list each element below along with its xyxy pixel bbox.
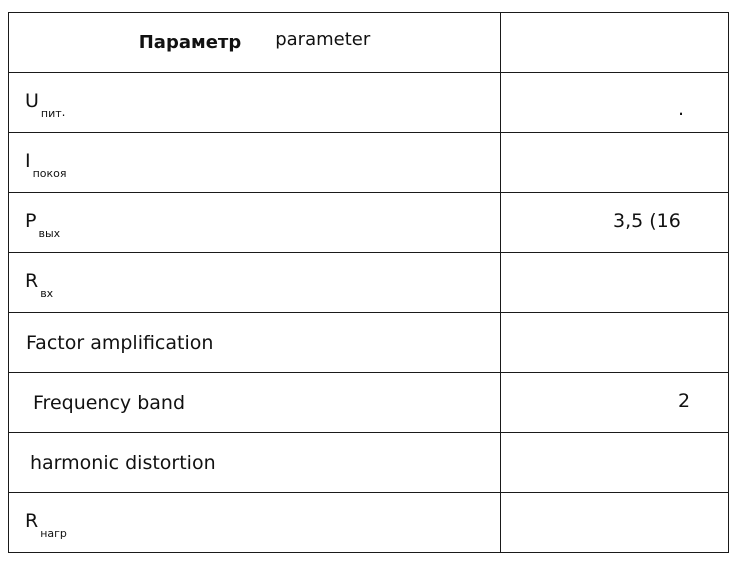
param-cell-harmonic-distortion (9, 433, 501, 493)
table-row (9, 133, 729, 193)
param-label: Factor amplification (26, 331, 214, 354)
param-symbol: R (25, 509, 39, 532)
param-suffix: . (61, 104, 66, 119)
table-header-row (9, 13, 729, 73)
parameter-header-cell (9, 13, 501, 73)
value-cell-input-resistance (501, 253, 729, 313)
value-cell-supply-voltage (501, 73, 729, 133)
param-label: harmonic distortion (30, 451, 216, 474)
value-text: . (678, 98, 685, 120)
parameter-header-en: parameter (275, 29, 371, 50)
value-cell-load-resistance (501, 493, 729, 553)
param-cell-load-resistance (9, 493, 501, 553)
param-subscript: нагр (40, 526, 67, 540)
param-subscript: покоя (32, 166, 67, 180)
table-row (9, 313, 729, 373)
value-cell-harmonic-distortion (501, 433, 729, 493)
param-symbol: I (25, 149, 31, 172)
table-row (9, 253, 729, 313)
value-cell-amplification-factor (501, 313, 729, 373)
param-symbol: P (25, 209, 37, 232)
value-cell-frequency-band (501, 373, 729, 433)
param-subscript: вых (38, 226, 61, 240)
table-row (9, 433, 729, 493)
table-row (9, 493, 729, 553)
param-subscript: пит (40, 106, 62, 120)
parameter-header-ru: Параметр (138, 32, 242, 53)
value-cell-quiescent-current (501, 133, 729, 193)
param-symbol: R (25, 269, 39, 292)
param-symbol: U (25, 89, 39, 112)
param-cell-supply-voltage (9, 73, 501, 133)
value-cell-output-power (501, 193, 729, 253)
param-label: Frequency band (33, 391, 185, 414)
param-cell-quiescent-current (9, 133, 501, 193)
param-cell-frequency-band (9, 373, 501, 433)
value-text: 2 (678, 390, 691, 412)
table-row (9, 73, 729, 133)
param-cell-input-resistance (9, 253, 501, 313)
value-header-cell (501, 13, 729, 73)
table-row (9, 373, 729, 433)
value-text: 3,5 (16 (613, 210, 681, 232)
parameters-table (8, 12, 729, 553)
param-subscript: вх (40, 286, 54, 300)
param-cell-amplification-factor (9, 313, 501, 373)
param-cell-output-power (9, 193, 501, 253)
table-row (9, 193, 729, 253)
